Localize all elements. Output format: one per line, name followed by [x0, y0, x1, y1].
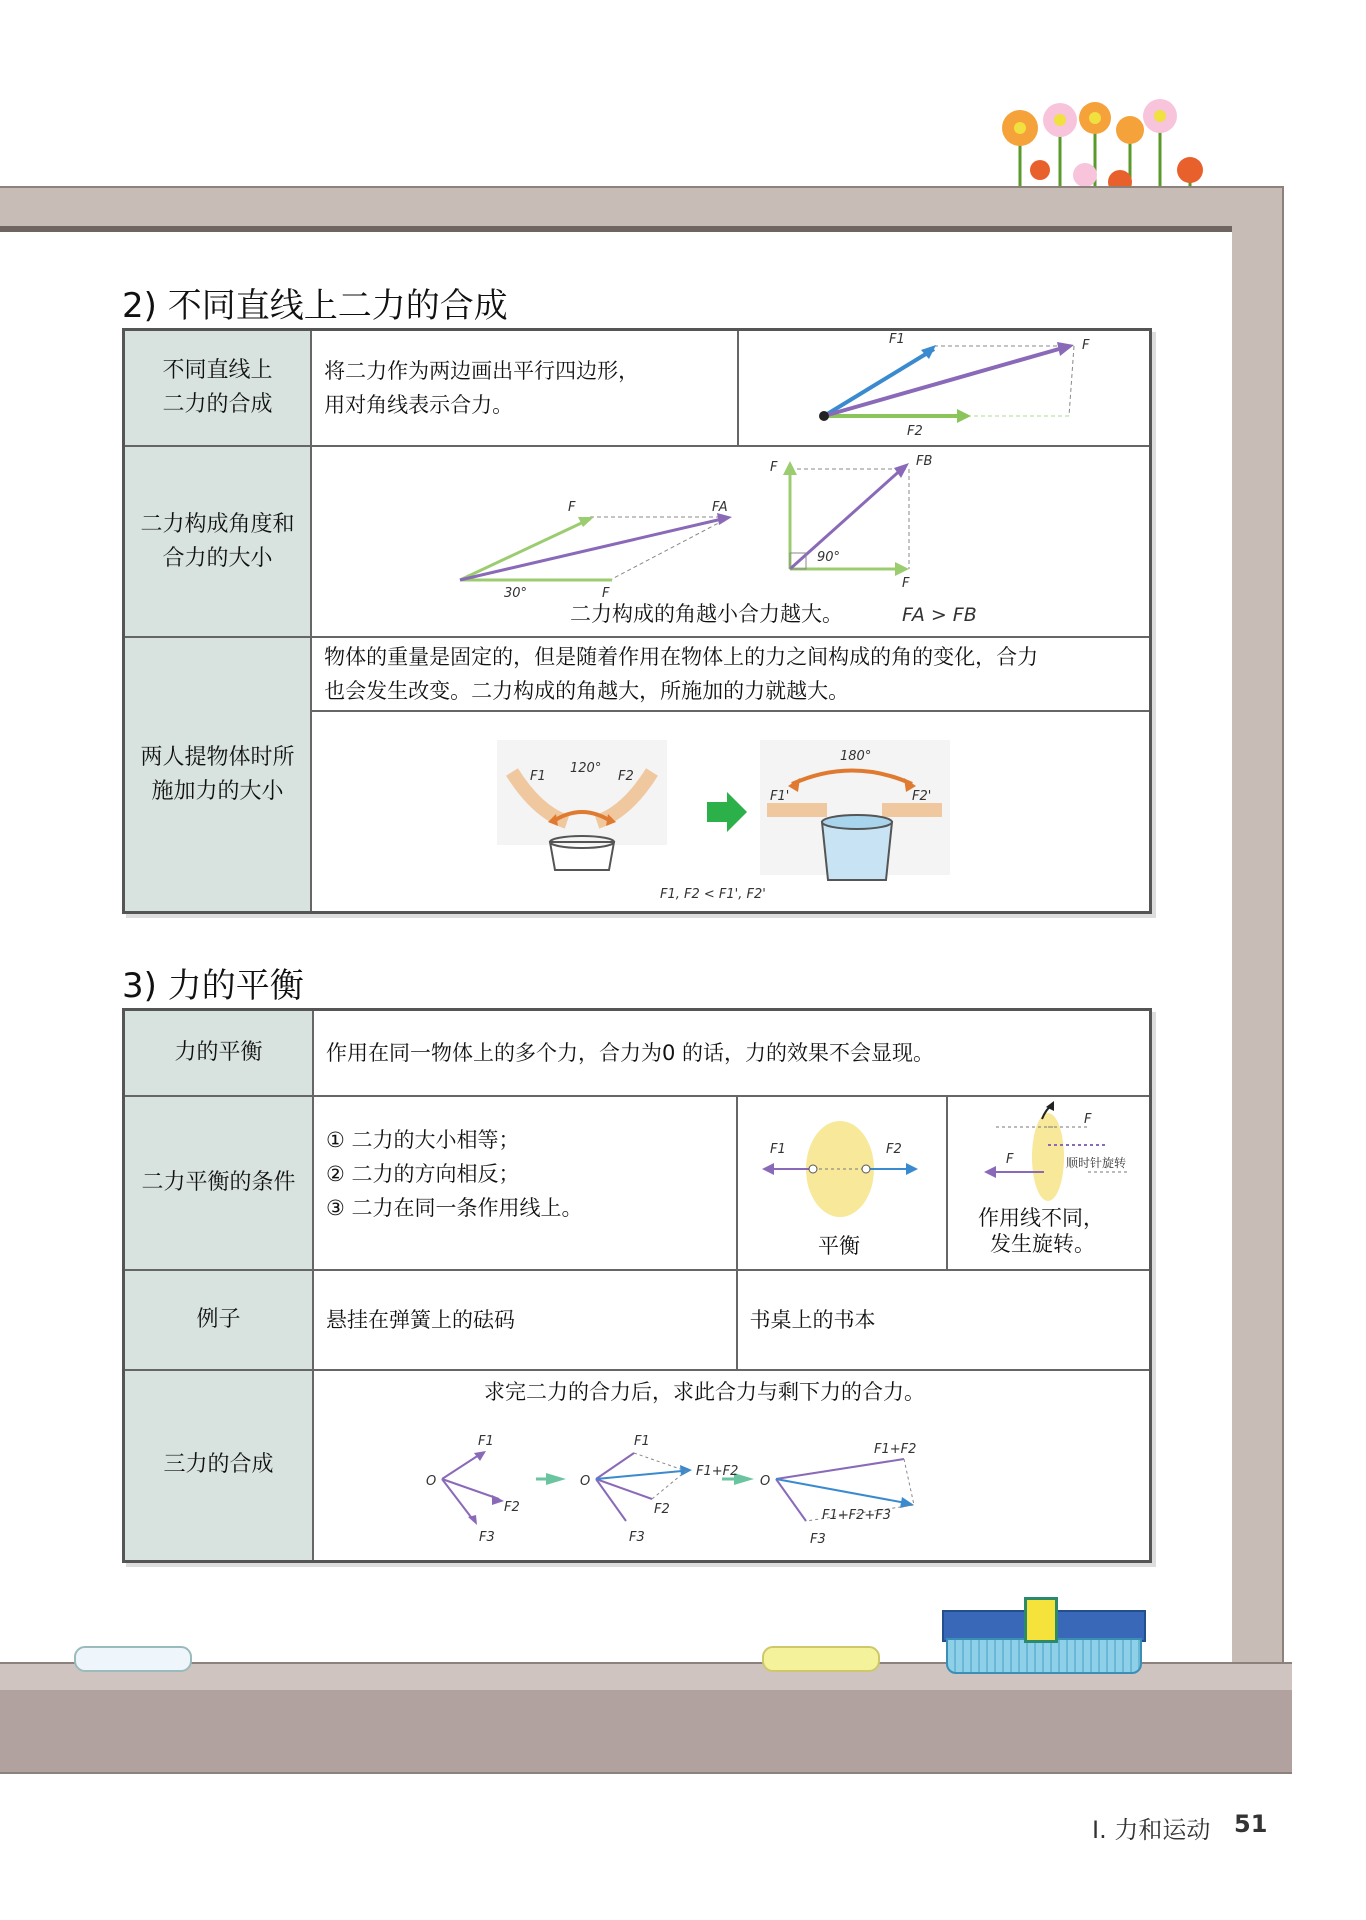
condition-2: ② 二力的方向相反；	[326, 1161, 520, 1186]
fa-label: FA	[712, 500, 728, 515]
rotation-note: 顺时针旋转	[1066, 1155, 1127, 1170]
three-force-diagram	[314, 1371, 1149, 1556]
f-top-label: F	[1084, 1111, 1092, 1127]
f2-label: F2	[906, 424, 923, 439]
fb2-label: F	[902, 576, 910, 591]
angle30-label: 30°	[504, 586, 528, 601]
row-head: 二力平衡的条件	[124, 1096, 314, 1270]
condition-1: ① 二力的大小相等；	[326, 1127, 520, 1152]
eraser-handle	[1024, 1597, 1058, 1643]
f3-label: F3	[810, 1531, 826, 1547]
angle-diagram	[312, 447, 1147, 632]
row-head: 力的平衡	[124, 1010, 314, 1096]
row-head: 不同直线上 二力的合成	[124, 330, 312, 447]
angle120-label: 120°	[570, 761, 602, 776]
eraser-pad	[946, 1638, 1142, 1674]
f2-label: F2	[504, 1499, 520, 1515]
rotation-caption-1: 作用线不同，	[978, 1205, 1105, 1230]
chapter-label: I. 力和运动	[1092, 1816, 1211, 1844]
carrying-bucket-illustration	[312, 712, 1147, 907]
example-2: 书桌上的书本	[749, 1307, 876, 1332]
f2-label: F2	[885, 1141, 902, 1157]
f123-label: F1+F2+F3	[822, 1507, 892, 1523]
f-left-label: F	[1006, 1151, 1014, 1167]
example-1: 悬挂在弹簧上的砝码	[326, 1307, 515, 1332]
section-3-title: 3) 力的平衡	[122, 966, 304, 1006]
fb-label: FB	[916, 454, 933, 469]
fb1-label: F	[770, 460, 778, 475]
origin-label: O	[426, 1473, 437, 1489]
rotation-caption-2: 发生旋转。	[990, 1231, 1096, 1256]
row-head: 两人提物体时所 施加力的大小	[124, 637, 312, 913]
balance-caption: 平衡	[817, 1233, 860, 1258]
parallelogram-diagram	[739, 331, 1149, 441]
section-2-title: 2) 不同直线上二力的合成	[122, 286, 508, 326]
balance-diagram	[738, 1097, 946, 1265]
angle180-label: 180°	[840, 749, 872, 764]
page-number: 51	[1234, 1810, 1268, 1838]
f1-label: F1	[478, 1433, 494, 1449]
origin-label: O	[760, 1473, 771, 1489]
condition-3: ③ 二力在同一条作用线上。	[326, 1195, 583, 1220]
fa2-label: F	[602, 586, 610, 601]
row-text: 物体的重量是固定的，但是随着作用在物体上的力之间构成的角的变化，合力 也会发生改变。二力构成的角越大，所施加的力就越大。	[324, 645, 1039, 703]
angle-caption: 二力构成的角越小合力越大。	[570, 602, 844, 626]
f1-label: F1	[888, 332, 905, 347]
bucket-compare: F1, F2 < F1', F2'	[660, 887, 766, 902]
row-head: 三力的合成	[124, 1370, 314, 1562]
f1-label: F1	[634, 1433, 650, 1449]
f1-label: F1	[530, 769, 546, 784]
f12-label: F1+F2	[696, 1463, 739, 1479]
angle-compare: FA > FB	[902, 604, 977, 626]
f3-label: F3	[629, 1529, 645, 1545]
row-text: 作用在同一物体上的多个力，合力为0 的话，力的效果不会显现。	[326, 1040, 935, 1065]
rotation-diagram	[948, 1097, 1148, 1265]
force-composition-table	[122, 328, 1152, 914]
f3-label: F3	[479, 1529, 495, 1545]
board-base	[0, 1690, 1292, 1774]
f2-prime-label: F2'	[912, 789, 932, 804]
f2-label: F2	[618, 769, 634, 784]
origin-label: O	[580, 1473, 591, 1489]
f-label: F	[1081, 338, 1090, 353]
fa1-label: F	[568, 500, 576, 515]
row-head: 例子	[124, 1270, 314, 1370]
row-text: 将二力作为两边画出平行四边形， 用对角线表示合力。	[324, 359, 640, 417]
yellow-chalk	[762, 1646, 880, 1672]
f12-label: F1+F2	[874, 1441, 917, 1457]
white-chalk	[74, 1646, 192, 1672]
angle90-label: 90°	[817, 550, 841, 565]
force-balance-table	[122, 1008, 1152, 1563]
f1-label: F1	[769, 1141, 786, 1157]
three-force-caption: 求完二力的合力后，求此合力与剩下力的合力。	[484, 1379, 925, 1404]
f2-label: F2	[654, 1501, 670, 1517]
row-head: 二力构成角度和 合力的大小	[124, 446, 312, 637]
f1-prime-label: F1'	[770, 789, 790, 804]
